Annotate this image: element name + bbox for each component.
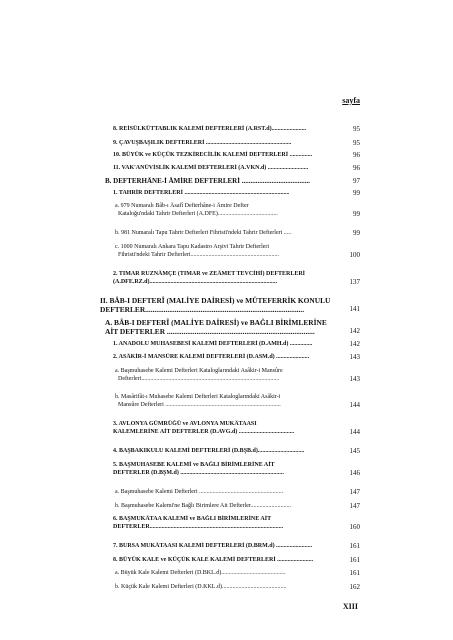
toc-page-number: 161 — [349, 542, 360, 550]
toc-entry-text: 8. REİSÜLKÜTTABLIK KALEMİ DEFTERLERİ (A.RST.d)....................... — [113, 126, 307, 132]
toc-page-number: 96 — [353, 164, 360, 172]
toc-entry-text: 1. ANADOLU MUHASEBESİ KALEMİ DEFTERLERİ (D.AMH.d) ............... — [113, 341, 313, 347]
toc-entry-text: 2. TIMAR RUZNÂMÇE (TIMAR ve ZEÂMET TEVCİHİ) DEFTERLERİ — [113, 271, 306, 277]
toc-entry-text: b. Başmuhasebe Kalemi'ne Bağlı Birimlere Ait Defterler........................... — [115, 503, 292, 509]
toc-entry-text: 8. BÜYÜK KALE ve KÜÇÜK KALE KALEMİ DEFTERLERİ ........................ — [113, 557, 314, 563]
page-number-roman: XIII — [342, 602, 358, 611]
toc-entry-text: a. Büyük Kale Kalemi Defterleri (D.BKL.d)........................................... — [115, 570, 286, 576]
toc-entry-text: Defterleri............................................................................................ — [118, 376, 280, 382]
toc-entry-text: Kataloğu'ndaki Tahrir Defterleri (A.DFE)........................................ — [118, 211, 278, 217]
toc-entry-text: 1. TAHRİR DEFTERLERİ ...................................................................... — [113, 190, 290, 196]
toc-page-number: 147 — [349, 488, 360, 496]
toc-entry-text: a. Başmuhasebe Kalemi Defterleri Kataloglarındaki Asâkir-i Mansûre — [115, 368, 283, 374]
toc-entry-text: 11. VAK'ANÜVİSLİK KALEMİ DEFTERLERİ (A.VKN.d) ........................... — [113, 165, 309, 171]
toc-page-number: 142 — [349, 340, 360, 348]
toc-entry-text: KALEMLERİNE AİT DEFTERLER (D.AVG.d) ..................................... — [113, 429, 295, 435]
toc-page-number: 97 — [353, 177, 360, 185]
toc-entry-text: 9. ÇAVUŞBAŞILIK DEFTERLERİ ......................................................... — [113, 140, 292, 146]
toc-entry-text: b. Küçük Kale Kalemi Defterleri (D.KKL.d)........................................... — [115, 584, 287, 590]
toc-page-number: 161 — [349, 556, 360, 564]
page-column-heading: sayfa — [342, 96, 360, 105]
toc-entry-text: 5. BAŞMUHASEBE KALEMİ ve BAĞLI BİRİMLERİNE AİT — [113, 462, 275, 468]
toc-page-number: 95 — [353, 139, 360, 147]
toc-page-number: 96 — [353, 151, 360, 159]
toc-entry-text: Fihristi'ndeki Tahrir Defterleri........................................................... — [118, 252, 280, 258]
toc-page-number: 160 — [349, 523, 360, 531]
toc-page-number: 161 — [349, 569, 360, 577]
toc-page-number: 141 — [349, 305, 360, 314]
toc-entry-text: A. BÂB-I DEFTERÎ (MALİYE DAİRESİ) ve BAĞLI BİRİMLERİNE — [105, 318, 327, 327]
toc-entry-text: 3. AVLONYA GÜMRÜĞÜ ve AVLONYA MUKÂTAASI — [113, 421, 257, 427]
toc-page-number: 137 — [349, 278, 360, 286]
toc-page-number: 99 — [353, 229, 360, 237]
toc-entry-text: 4. BAŞBAKIKULU KALEMİ DEFTERLERİ (D.BŞB.d)............................... — [113, 448, 305, 454]
toc-page-number: 144 — [349, 428, 360, 436]
toc-entry-text: a. Başmuhasebe Kalemi Defterleri ........................................................ — [115, 489, 284, 495]
toc-entry-text: 10. BÜYÜK ve KÜÇÜK TEZKİRECİLİK KALEMİ DEFTERLERİ ............... — [113, 152, 313, 158]
toc-entry-text: B. DEFTERHÂNE-İ ÂMİRE DEFTERLERİ ....................................... — [105, 177, 310, 185]
toc-page-number: 143 — [349, 375, 360, 383]
toc-entry-text: (A.DFE.RZ.d)..................................................................................... — [113, 279, 278, 285]
toc-page-number: 147 — [349, 502, 360, 510]
toc-entry-text: AİT DEFTERLER ................................................................................ — [105, 327, 315, 337]
toc-entry-text: II. BÂB-I DEFTERÎ (MALİYE DAİRESİ) ve MÜTEFERRİK KONULU — [100, 296, 331, 305]
toc-page-number: 100 — [349, 251, 360, 259]
toc-entry-text: a. 979 Numaralı Bâb-ı Âsafî Defterhâne-i Âmire Defter — [115, 203, 249, 209]
toc-page-number: 145 — [349, 447, 360, 455]
header — [100, 96, 360, 108]
toc-page-number: 99 — [353, 189, 360, 197]
toc-page-number: 146 — [349, 469, 360, 477]
toc-page-number: 144 — [349, 401, 360, 409]
toc-page-number: 143 — [349, 353, 360, 361]
toc-entry-text: b. 981 Numaralı Tapu Tahrir Defterleri Fihristi'ndeki Tahrir Defterleri ..... — [115, 230, 292, 236]
toc-page-number: 95 — [353, 125, 360, 133]
toc-page-number: 142 — [349, 327, 360, 336]
toc-entry-text: Mansûre Defterleri ............................................................................. — [118, 402, 281, 408]
toc-page-number: 99 — [353, 210, 360, 218]
toc-entry-text: DEFTERLER (D.BŞM.d) ..................................................................... — [113, 470, 284, 476]
toc-entry-text: c. 1000 Numaralı Ankara Tapu Kadastro Arşivi Tahrir Defterleri — [115, 244, 270, 250]
toc-entry-text: DEFTERLER......................................................................................... — [113, 524, 284, 530]
toc-entry-text: b. Masârifât-ı Muhasebe Kalemi Defterleri Kataloglarındaki Asâkir-i — [115, 394, 281, 400]
toc-entry-text: DEFTERLER...................................................................................... — [100, 305, 305, 315]
toc-entry-text: 7. BURSA MUKÂTAASI KALEMİ DEFTERLERİ (D.BRM.d) ........................ — [113, 543, 313, 549]
toc-page-number: 162 — [349, 583, 360, 591]
toc-entry-text: 2. ASÂKİR-İ MANSÛRE KALEMİ DEFTERLERİ (D.ASM.d) ...................... — [113, 354, 310, 360]
toc-entry-text: 6. BAŞMUKÂTAA KALEMİ ve BAĞLI BİRİMLERİNE AİT — [113, 516, 272, 522]
